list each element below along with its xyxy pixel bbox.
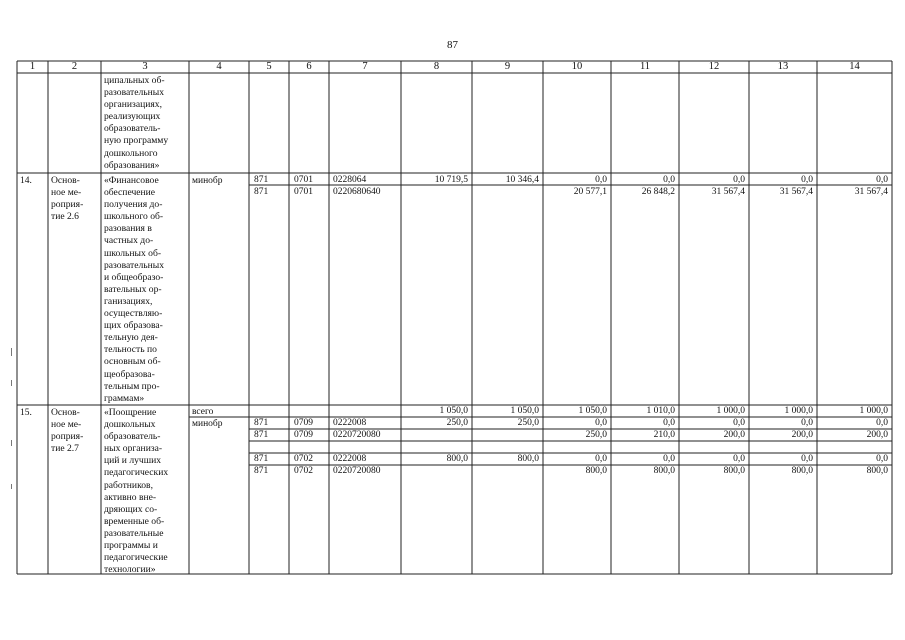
- row15-event-name: «Поощрение дошкольных образователь- ных организа- ций и лучших педагогических работников, активно вне- дряющих со- временные об- разовательные программы и педагогические технологии»: [104, 407, 169, 576]
- row14-event-type: Основ- ное ме- роприя- тие 2.6: [51, 175, 84, 223]
- header-col-11: 11: [639, 61, 651, 72]
- row15-csr: 0220720080: [333, 430, 381, 440]
- row15-value-10: 0,0: [595, 454, 607, 464]
- row15-executor-total: всего: [192, 407, 214, 417]
- row15-value-13: 0,0: [801, 454, 813, 464]
- header-col-6: 6: [306, 61, 312, 72]
- scan-mark: [11, 440, 12, 446]
- row15-value-8: 800,0: [446, 454, 468, 464]
- row15-value-14: 800,0: [866, 466, 888, 476]
- row15-value-11: 210,0: [653, 430, 675, 440]
- continuation-event-name: ципальных об- разовательных организациях, реализующих образователь- ную программу дошкольного образования»: [104, 75, 169, 171]
- row15-value-11: 0,0: [663, 418, 675, 428]
- row14-value-13: 31 567,4: [779, 187, 813, 197]
- row14-value-13: 0,0: [801, 175, 813, 185]
- header-col-13: 13: [777, 61, 789, 72]
- row15-total-14: 1 000,0: [859, 406, 888, 416]
- header-col-10: 10: [571, 61, 583, 72]
- row15-value-12: 0,0: [733, 418, 745, 428]
- row15-total-13: 1 000,0: [784, 406, 813, 416]
- row15-value-12: 0,0: [733, 454, 745, 464]
- row14-event-name: «Финансовое обеспечение получения до- школьного об- разования в частных до- школьных об- разовательных и общеобразо- вательных ор- ганизациях, осуществляю- щих образова- тельную дея- тельность по основным об- щеобразова- тельным про- граммам»: [104, 175, 164, 404]
- header-col-3: 3: [142, 61, 148, 72]
- row15-rzpr: 0702: [294, 466, 313, 476]
- row15-value-10: 0,0: [595, 418, 607, 428]
- row15-value-8: 250,0: [446, 418, 468, 428]
- row14-rzpr: 0701: [294, 187, 313, 197]
- page-number: 87: [447, 39, 458, 51]
- header-col-12: 12: [708, 61, 720, 72]
- header-col-9: 9: [504, 61, 511, 72]
- header-col-4: 4: [216, 61, 222, 72]
- row14-csr: 0228064: [333, 175, 367, 185]
- row15-grbs: 871: [254, 430, 269, 440]
- row15-value-14: 0,0: [876, 454, 888, 464]
- row15-csr: 0220720080: [333, 466, 381, 476]
- header-col-8: 8: [433, 61, 440, 72]
- row15-value-10: 250,0: [585, 430, 607, 440]
- row15-total-9: 1 050,0: [510, 406, 539, 416]
- row14-value-10: 20 577,1: [573, 187, 607, 197]
- row14-value-11: 26 848,2: [641, 187, 675, 197]
- row14-value-9: 10 346,4: [505, 175, 539, 185]
- scan-mark: [11, 348, 12, 356]
- row15-total-10: 1 050,0: [578, 406, 607, 416]
- header-col-2: 2: [71, 61, 78, 72]
- scan-mark: [11, 380, 12, 386]
- row15-value-13: 0,0: [801, 418, 813, 428]
- row15-grbs: 871: [254, 466, 269, 476]
- row15-value-12: 800,0: [723, 466, 745, 476]
- row15-csr: 0222008: [333, 418, 367, 428]
- header-col-1: 1: [29, 61, 36, 72]
- row15-value-9: 800,0: [517, 454, 539, 464]
- row15-value-13: 200,0: [791, 430, 813, 440]
- row14-grbs: 871: [254, 187, 269, 197]
- row14-value-14: 0,0: [876, 175, 888, 185]
- header-col-14: 14: [849, 61, 860, 72]
- row14-csr: 0220680640: [333, 187, 381, 197]
- row15-value-10: 800,0: [585, 466, 607, 476]
- row14-executor: минобр: [192, 176, 223, 186]
- row14-value-12: 31 567,4: [711, 187, 745, 197]
- scan-mark: [11, 484, 12, 489]
- row15-total-8: 1 050,0: [439, 406, 468, 416]
- row15-value-14: 0,0: [876, 418, 888, 428]
- row14-value-11: 0,0: [663, 175, 675, 185]
- row14-value-8: 10 719,5: [434, 175, 468, 185]
- row15-value-11: 800,0: [653, 466, 675, 476]
- row15-rzpr: 0709: [294, 418, 313, 428]
- row15-rzpr: 0702: [294, 454, 313, 464]
- row14-value-14: 31 567,4: [854, 187, 888, 197]
- row15-value-14: 200,0: [866, 430, 888, 440]
- row15-value-9: 250,0: [517, 418, 539, 428]
- row15-value-13: 800,0: [791, 466, 813, 476]
- header-col-5: 5: [266, 61, 272, 72]
- row14-number: 14.: [20, 176, 32, 186]
- row15-executor: минобр: [192, 419, 223, 429]
- row15-rzpr: 0709: [294, 430, 313, 440]
- row15-grbs: 871: [254, 418, 269, 428]
- row15-csr: 0222008: [333, 454, 367, 464]
- row14-grbs: 871: [254, 175, 269, 185]
- row15-total-12: 1 000,0: [716, 406, 745, 416]
- row15-total-11: 1 010,0: [646, 406, 675, 416]
- row15-event-type: Основ- ное ме- роприя- тие 2.7: [51, 407, 84, 455]
- header-col-7: 7: [362, 61, 368, 72]
- row14-value-10: 0,0: [595, 175, 607, 185]
- row14-rzpr: 0701: [294, 175, 313, 185]
- row15-value-11: 0,0: [663, 454, 675, 464]
- row15-number: 15.: [20, 408, 32, 418]
- row15-value-12: 200,0: [723, 430, 745, 440]
- row14-value-12: 0,0: [733, 175, 745, 185]
- row15-grbs: 871: [254, 454, 269, 464]
